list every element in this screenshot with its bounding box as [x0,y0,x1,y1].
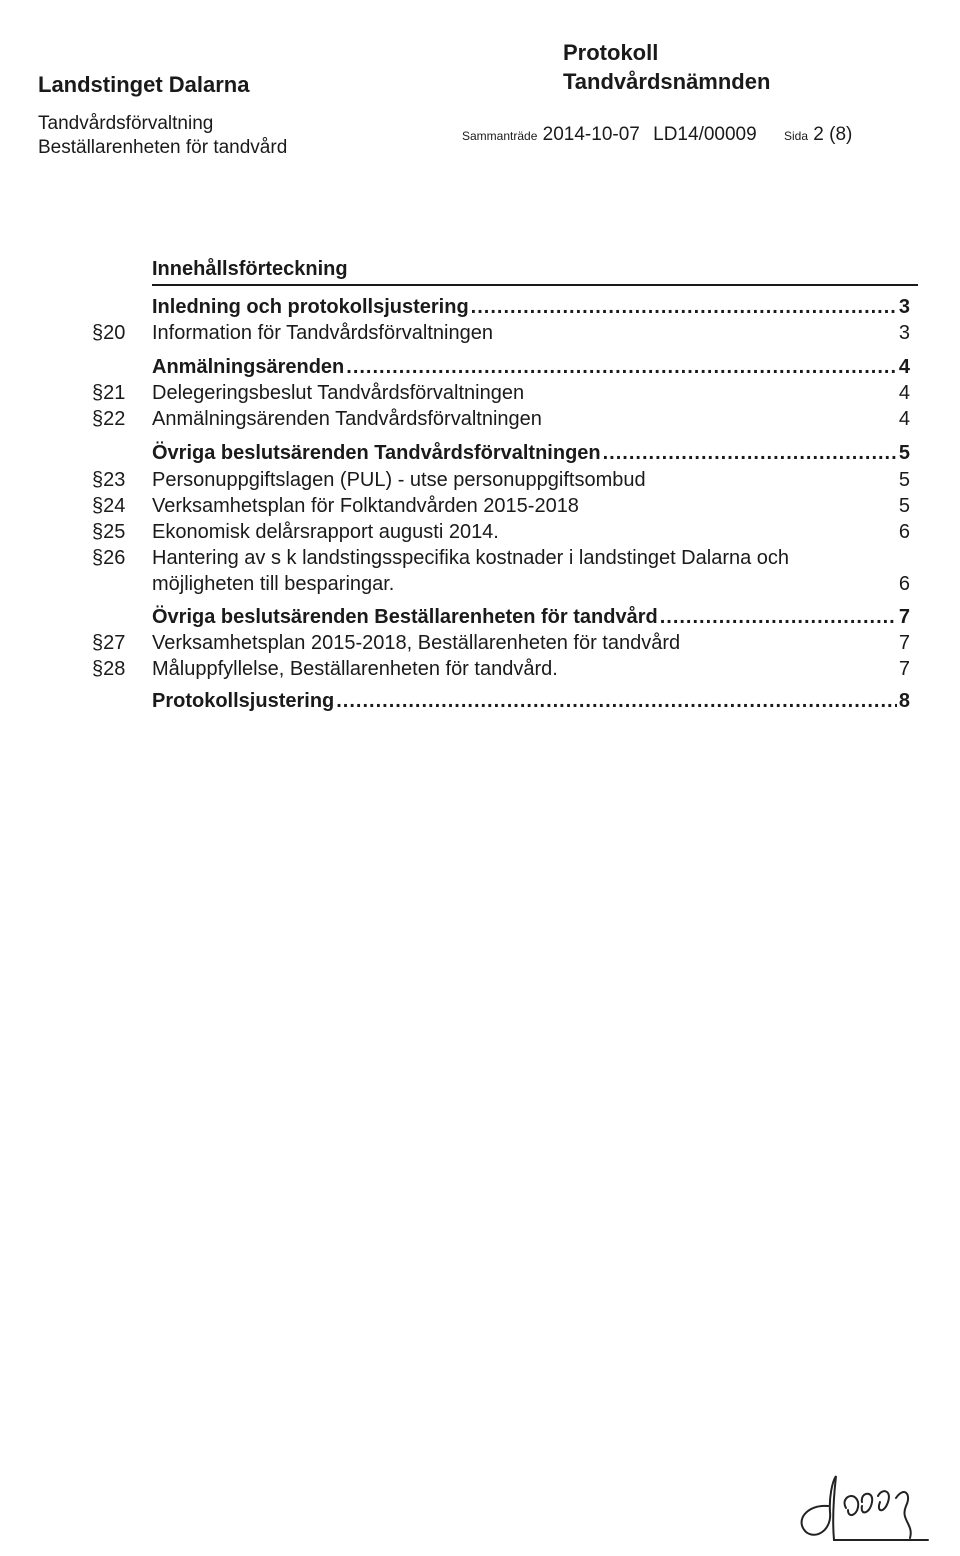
toc-entry-text: Måluppfyllelse, Beställarenheten för tandvård. [152,658,558,680]
committee-name: Tandvårdsnämnden [563,69,771,94]
meeting-date: 2014-10-07 [542,124,640,145]
toc-entry-number: §23 [92,469,126,491]
toc-entry-text: Information för Tandvårdsförvaltningen [152,322,493,344]
toc-entry-text: Verksamhetsplan 2015-2018, Beställarenheten för tandvård [152,632,681,654]
toc-entry-text: Personuppgiftslagen (PUL) - utse personuppgiftsombud [152,469,646,491]
toc-heading-text: Protokollsjustering [152,690,335,712]
toc-entry-page: 3 [898,322,910,344]
toc-heading-text: Övriga beslutsärenden Tandvårdsförvaltningen [152,442,601,464]
toc-entry-number: §28 [92,658,126,680]
toc-entry-page: 7 [898,632,910,654]
meeting-label: Sammanträde [462,129,538,143]
toc-entry-page: 5 [898,495,910,517]
toc-heading-page: 8 [898,690,910,712]
toc-entry-number: §27 [92,632,126,654]
toc-entry-text: Verksamhetsplan för Folktandvården 2015-2018 [152,495,579,517]
toc-entry-number: §22 [92,408,126,430]
handwritten-initials [788,1468,938,1548]
toc-entry-text-continued: möjligheten till besparingar. [152,573,395,595]
toc-entry-text: Delegeringsbeslut Tandvårdsförvaltningen [152,382,525,404]
toc-entry-text: Ekonomisk delårsrapport augusti 2014. [152,521,499,543]
toc-heading-page: 7 [898,606,910,628]
toc-entry-page: 4 [898,408,910,430]
toc-title: Innehållsförteckning [152,258,918,286]
meeting-meta [462,124,852,146]
toc-entry-number: §26 [92,547,126,569]
page-label: Sida [783,129,808,143]
toc-entry-page: 7 [898,658,910,680]
toc-entry-number: §24 [92,495,126,517]
organization-name: Landstinget Dalarna [38,72,250,97]
toc-entry-page: 5 [898,469,910,491]
toc-entry-text: Anmälningsärenden Tandvårdsförvaltningen [152,408,542,430]
toc-heading-text: Inledning och protokollsjustering [152,296,469,318]
toc-entry-number: §20 [92,322,126,344]
department-line-2: Beställarenheten för tandvård [38,137,288,158]
toc-entry-number: §25 [92,521,126,543]
toc-heading-text: Anmälningsärenden [152,356,345,378]
toc-heading-page: 3 [898,296,910,318]
toc-entry-page: 4 [898,382,910,404]
toc-heading-text: Övriga beslutsärenden Beställarenheten för tandvård [152,606,658,628]
toc-entry-page: 6 [898,521,910,543]
toc-entry-number: §21 [92,382,126,404]
toc-heading-page: 5 [898,442,910,464]
diary-number: LD14/00009 [653,124,757,145]
toc-entry-text: Hantering av s k landstingsspecifika kostnader i landstinget Dalarna och [152,547,790,569]
toc-heading-page: 4 [898,356,910,378]
page-number: 2 (8) [813,124,853,145]
toc-entry-page: 6 [898,573,910,595]
document-type: Protokoll [563,40,659,65]
department-line-1: Tandvårdsförvaltning [38,113,214,134]
